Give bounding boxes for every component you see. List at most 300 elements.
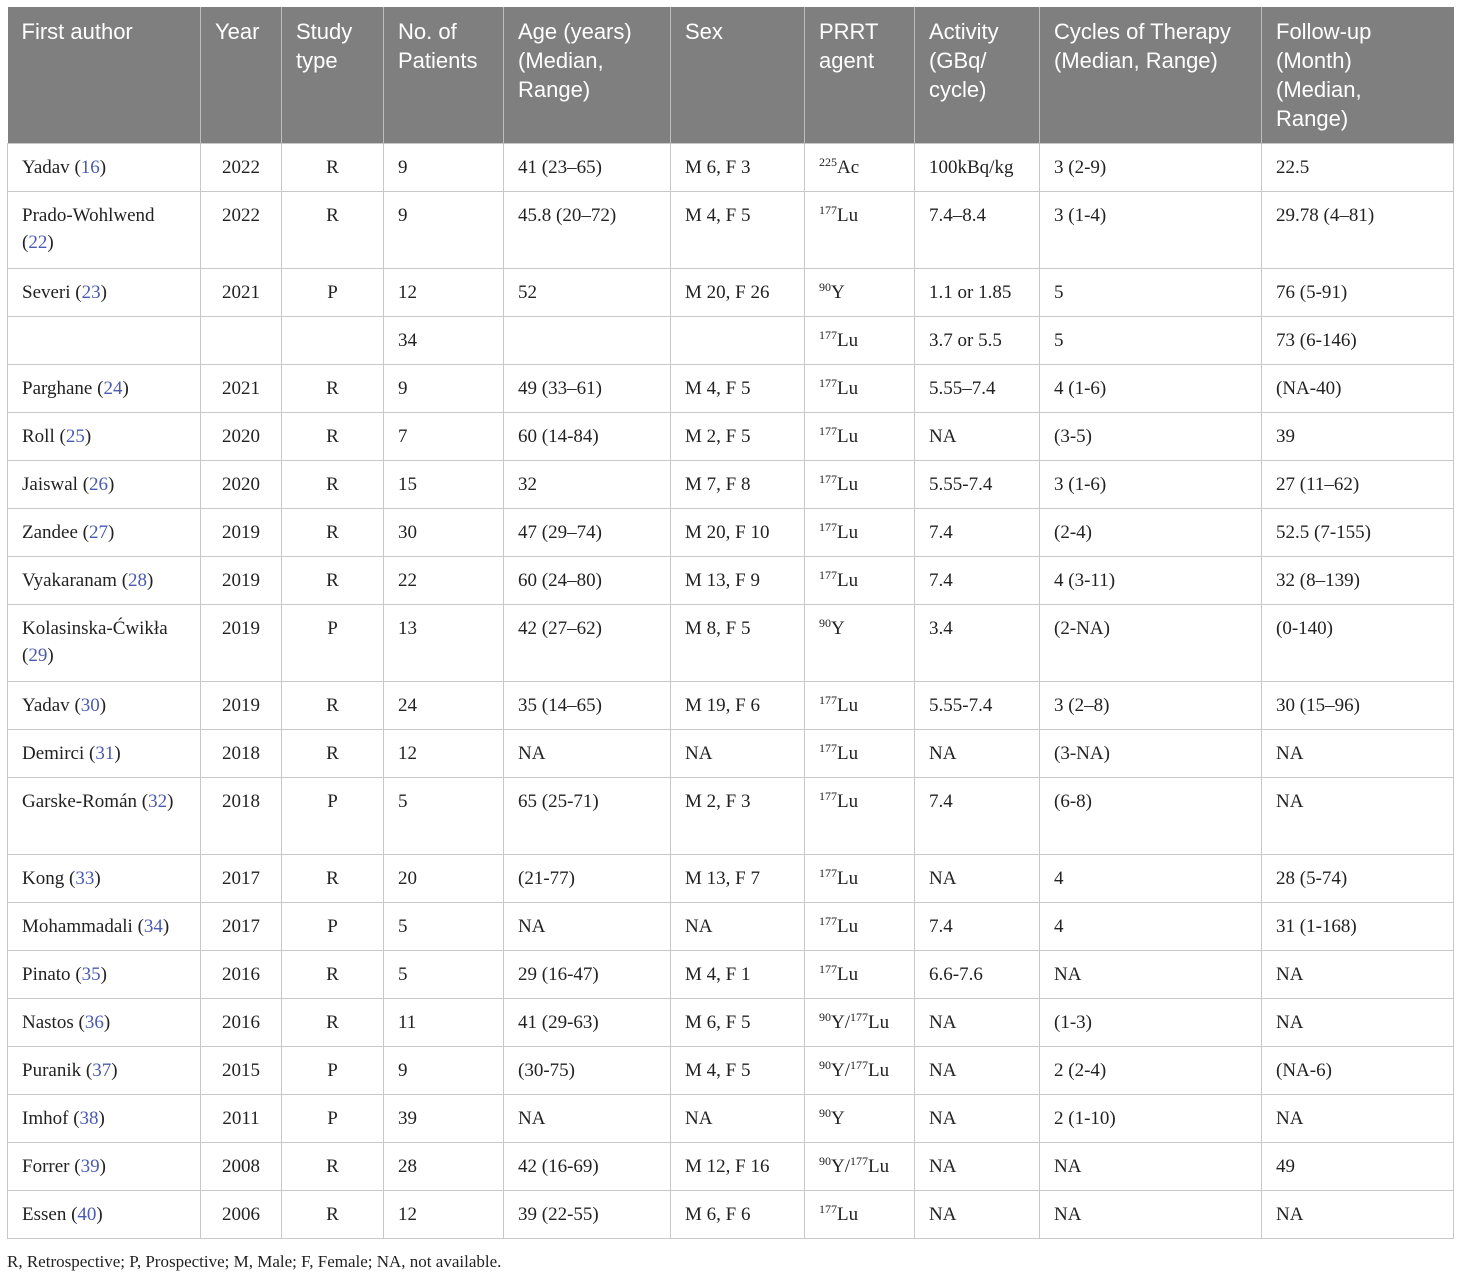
cell-year: 2017 <box>201 855 282 903</box>
isotope-mass-number: 177 <box>819 328 837 342</box>
isotope-mass-number: 90 <box>819 1106 831 1120</box>
header-follow-up: Follow-up (Month) (Median, Range) <box>1262 7 1454 144</box>
cell-follow-up: NA <box>1262 1095 1454 1143</box>
cell-cycles: 4 (1-6) <box>1040 365 1262 413</box>
author-name: Jaiswal <box>22 474 78 495</box>
cell-prrt-agent <box>805 730 915 778</box>
isotope-mass-number: 177 <box>819 693 837 707</box>
table-row <box>8 951 1454 999</box>
cell-cycles: (6-8) <box>1040 778 1262 855</box>
cell-follow-up: NA <box>1262 951 1454 999</box>
isotope-symbol: Y <box>831 1108 845 1129</box>
cell-sex: M 20, F 10 <box>671 509 805 557</box>
citation-link[interactable]: 32 <box>148 791 168 812</box>
cell-activity: 7.4 <box>915 778 1040 855</box>
cell-age: (21-77) <box>504 855 671 903</box>
isotope-symbol: Lu <box>837 378 859 399</box>
cell-sex: M 4, F 1 <box>671 951 805 999</box>
cell-sex <box>671 317 805 365</box>
isotope-mass-number: 177 <box>819 789 837 803</box>
cell-follow-up: 22.5 <box>1262 144 1454 192</box>
cell-no-of-patients: 12 <box>384 269 504 317</box>
cell-cycles: 3 (1-6) <box>1040 461 1262 509</box>
isotope-symbol: Lu <box>837 522 859 543</box>
cell-age: 52 <box>504 269 671 317</box>
cell-prrt-agent <box>805 682 915 730</box>
cell-age: 42 (27–62) <box>504 605 671 682</box>
cell-study-type: P <box>282 269 384 317</box>
cell-no-of-patients: 12 <box>384 730 504 778</box>
citation-link[interactable]: 33 <box>75 868 95 889</box>
cell-activity: 7.4–8.4 <box>915 192 1040 269</box>
cell-first-author: Puranik (37) <box>8 1047 201 1095</box>
isotope-symbol: Lu <box>837 205 859 226</box>
cell-year: 2020 <box>201 461 282 509</box>
cell-year: 2019 <box>201 682 282 730</box>
table-row <box>8 1095 1454 1143</box>
author-name: Yadav <box>22 157 70 178</box>
cell-age: 41 (23–65) <box>504 144 671 192</box>
cell-sex: M 4, F 5 <box>671 365 805 413</box>
cell-activity: 3.4 <box>915 605 1040 682</box>
cell-year: 2021 <box>201 269 282 317</box>
cell-cycles: 2 (2-4) <box>1040 1047 1262 1095</box>
cell-sex: M 20, F 26 <box>671 269 805 317</box>
table-row <box>8 509 1454 557</box>
isotope-mass-number: 177 <box>819 520 837 534</box>
cell-cycles: 3 (1-4) <box>1040 192 1262 269</box>
citation-link[interactable]: 38 <box>79 1108 99 1129</box>
cell-study-type: R <box>282 999 384 1047</box>
cell-activity: NA <box>915 1047 1040 1095</box>
cell-sex: NA <box>671 730 805 778</box>
cell-sex: M 7, F 8 <box>671 461 805 509</box>
table-row <box>8 605 1454 682</box>
cell-first-author: Roll (25) <box>8 413 201 461</box>
cell-sex: M 12, F 16 <box>671 1143 805 1191</box>
cell-sex: M 2, F 3 <box>671 778 805 855</box>
table-row <box>8 557 1454 605</box>
cell-activity: 100kBq/kg <box>915 144 1040 192</box>
isotope-mass-number: 177 <box>850 1010 868 1024</box>
cell-sex: M 2, F 5 <box>671 413 805 461</box>
citation-link[interactable]: 24 <box>103 378 123 399</box>
cell-follow-up: 30 (15–96) <box>1262 682 1454 730</box>
isotope-symbol: Y/ <box>831 1012 850 1033</box>
author-name: Mohammadali <box>22 916 133 937</box>
cell-year: 2019 <box>201 605 282 682</box>
citation-link[interactable]: 27 <box>88 522 108 543</box>
cell-activity: 5.55-7.4 <box>915 461 1040 509</box>
citation-link[interactable]: 26 <box>89 474 109 495</box>
cell-year: 2022 <box>201 144 282 192</box>
cell-follow-up: 73 (6-146) <box>1262 317 1454 365</box>
citation-link[interactable]: 22 <box>28 232 48 253</box>
cell-age: 60 (14-84) <box>504 413 671 461</box>
isotope-symbol: Lu <box>868 1156 890 1177</box>
cell-activity: 7.4 <box>915 557 1040 605</box>
isotope-symbol: Lu <box>837 695 859 716</box>
table-row <box>8 317 1454 365</box>
cell-no-of-patients: 20 <box>384 855 504 903</box>
cell-age: 39 (22-55) <box>504 1191 671 1239</box>
cell-cycles: NA <box>1040 1143 1262 1191</box>
table-row <box>8 730 1454 778</box>
header-prrt-agent: PRRT agent <box>805 7 915 144</box>
cell-no-of-patients: 13 <box>384 605 504 682</box>
cell-age: 32 <box>504 461 671 509</box>
citation-link[interactable]: 31 <box>95 743 115 764</box>
isotope-mass-number: 177 <box>819 1202 837 1216</box>
cell-follow-up: (0-140) <box>1262 605 1454 682</box>
citation-link[interactable]: 39 <box>80 1156 100 1177</box>
cell-study-type: R <box>282 730 384 778</box>
isotope-symbol: Lu <box>868 1060 890 1081</box>
cell-follow-up: 31 (1-168) <box>1262 903 1454 951</box>
cell-prrt-agent <box>805 605 915 682</box>
cell-age: 65 (25-71) <box>504 778 671 855</box>
cell-first-author: Vyakaranam (28) <box>8 557 201 605</box>
header-year: Year <box>201 7 282 144</box>
cell-follow-up: 39 <box>1262 413 1454 461</box>
cell-first-author: Kong (33) <box>8 855 201 903</box>
cell-no-of-patients: 9 <box>384 192 504 269</box>
cell-sex: M 6, F 3 <box>671 144 805 192</box>
cell-first-author: Essen (40) <box>8 1191 201 1239</box>
cell-age: NA <box>504 1095 671 1143</box>
isotope-symbol: Lu <box>837 791 859 812</box>
cell-activity: NA <box>915 1191 1040 1239</box>
cell-age: 47 (29–74) <box>504 509 671 557</box>
cell-no-of-patients: 30 <box>384 509 504 557</box>
author-name: Kong <box>22 868 65 889</box>
cell-year: 2018 <box>201 730 282 778</box>
isotope-mass-number: 177 <box>819 568 837 582</box>
header-row <box>8 7 1454 144</box>
citation-link[interactable]: 23 <box>81 282 101 303</box>
cell-year: 2020 <box>201 413 282 461</box>
cell-follow-up: NA <box>1262 999 1454 1047</box>
cell-cycles: 3 (2–8) <box>1040 682 1262 730</box>
cell-cycles: (3-5) <box>1040 413 1262 461</box>
cell-no-of-patients: 5 <box>384 778 504 855</box>
cell-year: 2006 <box>201 1191 282 1239</box>
citation-link[interactable]: 35 <box>81 964 101 985</box>
cell-sex: M 13, F 7 <box>671 855 805 903</box>
cell-year: 2019 <box>201 509 282 557</box>
cell-cycles: 2 (1-10) <box>1040 1095 1262 1143</box>
cell-prrt-agent <box>805 365 915 413</box>
cell-age <box>504 317 671 365</box>
cell-first-author: Garske-Román (32) <box>8 778 201 855</box>
cell-cycles: (2-4) <box>1040 509 1262 557</box>
citation-link[interactable]: 28 <box>128 570 148 591</box>
cell-activity: 7.4 <box>915 903 1040 951</box>
cell-study-type: R <box>282 144 384 192</box>
isotope-mass-number: 177 <box>850 1154 868 1168</box>
cell-year: 2015 <box>201 1047 282 1095</box>
cell-cycles: 4 <box>1040 855 1262 903</box>
author-name: Imhof <box>22 1108 69 1129</box>
cell-sex: M 6, F 6 <box>671 1191 805 1239</box>
cell-study-type: P <box>282 778 384 855</box>
author-name: Garske-Román <box>22 791 138 812</box>
cell-activity: 7.4 <box>915 509 1040 557</box>
cell-year: 2016 <box>201 999 282 1047</box>
cell-no-of-patients: 39 <box>384 1095 504 1143</box>
author-name: Demirci <box>22 743 85 764</box>
cell-study-type <box>282 317 384 365</box>
cell-cycles: 5 <box>1040 317 1262 365</box>
cell-no-of-patients: 15 <box>384 461 504 509</box>
table-row <box>8 365 1454 413</box>
citation-link[interactable]: 29 <box>28 645 48 666</box>
cell-year: 2018 <box>201 778 282 855</box>
isotope-symbol: Y <box>831 282 845 303</box>
author-name: Kolasinska-Ćwikła <box>22 618 168 639</box>
cell-no-of-patients: 7 <box>384 413 504 461</box>
cell-age: 60 (24–80) <box>504 557 671 605</box>
isotope-mass-number: 177 <box>819 376 837 390</box>
cell-cycles: 5 <box>1040 269 1262 317</box>
cell-follow-up: 76 (5-91) <box>1262 269 1454 317</box>
isotope-symbol: Lu <box>837 1204 859 1225</box>
table-row <box>8 1143 1454 1191</box>
cell-first-author: Nastos (36) <box>8 999 201 1047</box>
table-row <box>8 999 1454 1047</box>
cell-prrt-agent <box>805 413 915 461</box>
cell-study-type: R <box>282 855 384 903</box>
cell-activity: 5.55-7.4 <box>915 682 1040 730</box>
table-row <box>8 682 1454 730</box>
cell-age: (30-75) <box>504 1047 671 1095</box>
author-name: Pinato <box>22 964 71 985</box>
cell-prrt-agent <box>805 192 915 269</box>
citation-link[interactable]: 37 <box>92 1060 112 1081</box>
cell-age: 35 (14–65) <box>504 682 671 730</box>
cell-sex: M 4, F 5 <box>671 1047 805 1095</box>
cell-follow-up: (NA-6) <box>1262 1047 1454 1095</box>
cell-year: 2022 <box>201 192 282 269</box>
cell-study-type: R <box>282 461 384 509</box>
table-row <box>8 461 1454 509</box>
isotope-symbol: Lu <box>837 330 859 351</box>
isotope-mass-number: 90 <box>819 1058 831 1072</box>
cell-no-of-patients: 24 <box>384 682 504 730</box>
author-name: Nastos <box>22 1012 74 1033</box>
studies-table-container <box>7 7 1453 1239</box>
header-age: Age (years) (Median, Range) <box>504 7 671 144</box>
cell-first-author: Zandee (27) <box>8 509 201 557</box>
cell-cycles: NA <box>1040 1191 1262 1239</box>
cell-prrt-agent <box>805 144 915 192</box>
isotope-mass-number: 177 <box>819 424 837 438</box>
cell-year: 2019 <box>201 557 282 605</box>
header-cycles: Cycles of Therapy (Median, Range) <box>1040 7 1262 144</box>
cell-prrt-agent <box>805 951 915 999</box>
cell-study-type: R <box>282 365 384 413</box>
table-body <box>8 144 1454 1239</box>
cell-first-author: Demirci (31) <box>8 730 201 778</box>
cell-prrt-agent <box>805 461 915 509</box>
author-name: Essen <box>22 1204 67 1225</box>
cell-year: 2021 <box>201 365 282 413</box>
cell-first-author <box>8 317 201 365</box>
author-name: Vyakaranam <box>22 570 117 591</box>
isotope-mass-number: 90 <box>819 1154 831 1168</box>
cell-first-author: Kolasinska-Ćwikła (29) <box>8 605 201 682</box>
isotope-symbol: Lu <box>837 570 859 591</box>
cell-first-author: Mohammadali (34) <box>8 903 201 951</box>
cell-prrt-agent <box>805 1191 915 1239</box>
isotope-mass-number: 177 <box>850 1058 868 1072</box>
cell-prrt-agent <box>805 999 915 1047</box>
author-name: Forrer <box>22 1156 70 1177</box>
cell-follow-up: 29.78 (4–81) <box>1262 192 1454 269</box>
cell-study-type: R <box>282 1191 384 1239</box>
cell-follow-up: NA <box>1262 1191 1454 1239</box>
cell-follow-up: 49 <box>1262 1143 1454 1191</box>
cell-activity: NA <box>915 413 1040 461</box>
author-name: Yadav <box>22 695 70 716</box>
cell-cycles: (3-NA) <box>1040 730 1262 778</box>
table-row <box>8 1191 1454 1239</box>
table-footnote: R, Retrospective; P, Prospective; M, Male; F, Female; NA, not available. <box>7 1252 502 1271</box>
author-name: Roll <box>22 426 55 447</box>
header-study-type: Study type <box>282 7 384 144</box>
header-activity: Activity (GBq/ cycle) <box>915 7 1040 144</box>
cell-year: 2011 <box>201 1095 282 1143</box>
cell-prrt-agent <box>805 1095 915 1143</box>
cell-study-type: R <box>282 192 384 269</box>
cell-follow-up: NA <box>1262 730 1454 778</box>
table-row <box>8 413 1454 461</box>
cell-cycles: NA <box>1040 951 1262 999</box>
cell-year <box>201 317 282 365</box>
cell-sex: NA <box>671 1095 805 1143</box>
cell-no-of-patients: 9 <box>384 144 504 192</box>
cell-first-author: Pinato (35) <box>8 951 201 999</box>
isotope-mass-number: 177 <box>819 472 837 486</box>
isotope-symbol: Lu <box>837 916 859 937</box>
cell-cycles: 3 (2-9) <box>1040 144 1262 192</box>
isotope-symbol: Y/ <box>831 1156 850 1177</box>
citation-link[interactable]: 16 <box>80 157 100 178</box>
citation-link[interactable]: 34 <box>143 916 163 937</box>
author-name: Puranik <box>22 1060 82 1081</box>
header-sex: Sex <box>671 7 805 144</box>
cell-follow-up: 27 (11–62) <box>1262 461 1454 509</box>
cell-no-of-patients: 34 <box>384 317 504 365</box>
cell-study-type: R <box>282 413 384 461</box>
cell-study-type: R <box>282 951 384 999</box>
table-row <box>8 855 1454 903</box>
cell-study-type: R <box>282 682 384 730</box>
isotope-symbol: Y <box>831 618 845 639</box>
isotope-symbol: Ac <box>837 157 860 178</box>
header-no-of-patients: No. of Patients <box>384 7 504 144</box>
cell-prrt-agent <box>805 557 915 605</box>
isotope-mass-number: 177 <box>819 866 837 880</box>
cell-prrt-agent <box>805 269 915 317</box>
cell-prrt-agent <box>805 855 915 903</box>
cell-sex: NA <box>671 903 805 951</box>
table-row <box>8 269 1454 317</box>
cell-follow-up: 28 (5-74) <box>1262 855 1454 903</box>
cell-activity: NA <box>915 1143 1040 1191</box>
table-row <box>8 144 1454 192</box>
cell-sex: M 13, F 9 <box>671 557 805 605</box>
cell-sex: M 4, F 5 <box>671 192 805 269</box>
citation-link[interactable]: 40 <box>77 1204 97 1225</box>
cell-cycles: (1-3) <box>1040 999 1262 1047</box>
cell-sex: M 8, F 5 <box>671 605 805 682</box>
cell-age: NA <box>504 903 671 951</box>
cell-study-type: P <box>282 605 384 682</box>
citation-link[interactable]: 36 <box>84 1012 104 1033</box>
cell-activity: 3.7 or 5.5 <box>915 317 1040 365</box>
cell-first-author: Jaiswal (26) <box>8 461 201 509</box>
studies-table <box>7 7 1454 1239</box>
cell-year: 2017 <box>201 903 282 951</box>
cell-age: 42 (16-69) <box>504 1143 671 1191</box>
cell-study-type: R <box>282 1143 384 1191</box>
cell-sex: M 6, F 5 <box>671 999 805 1047</box>
cell-prrt-agent <box>805 1047 915 1095</box>
isotope-symbol: Lu <box>837 868 859 889</box>
cell-age: 41 (29-63) <box>504 999 671 1047</box>
isotope-symbol: Lu <box>837 743 859 764</box>
author-name: Parghane <box>22 378 93 399</box>
isotope-symbol: Y/ <box>831 1060 850 1081</box>
cell-sex: M 19, F 6 <box>671 682 805 730</box>
isotope-mass-number: 90 <box>819 616 831 630</box>
cell-no-of-patients: 28 <box>384 1143 504 1191</box>
cell-prrt-agent <box>805 1143 915 1191</box>
citation-link[interactable]: 30 <box>80 695 100 716</box>
cell-first-author: Imhof (38) <box>8 1095 201 1143</box>
cell-prrt-agent <box>805 317 915 365</box>
cell-age: 49 (33–61) <box>504 365 671 413</box>
cell-age: 29 (16-47) <box>504 951 671 999</box>
citation-link[interactable]: 25 <box>65 426 85 447</box>
cell-follow-up: NA <box>1262 778 1454 855</box>
table-row <box>8 778 1454 855</box>
cell-no-of-patients: 5 <box>384 903 504 951</box>
cell-first-author: Yadav (30) <box>8 682 201 730</box>
cell-study-type: R <box>282 557 384 605</box>
cell-first-author: Forrer (39) <box>8 1143 201 1191</box>
author-name: Severi <box>22 282 71 303</box>
cell-no-of-patients: 9 <box>384 1047 504 1095</box>
cell-prrt-agent <box>805 903 915 951</box>
table-row <box>8 192 1454 269</box>
cell-first-author: Severi (23) <box>8 269 201 317</box>
cell-activity: NA <box>915 730 1040 778</box>
isotope-mass-number: 90 <box>819 1010 831 1024</box>
cell-study-type: R <box>282 509 384 557</box>
isotope-mass-number: 177 <box>819 914 837 928</box>
cell-no-of-patients: 11 <box>384 999 504 1047</box>
header-first-author: First author <box>8 7 201 144</box>
cell-no-of-patients: 22 <box>384 557 504 605</box>
cell-first-author: Yadav (16) <box>8 144 201 192</box>
cell-activity: 6.6-7.6 <box>915 951 1040 999</box>
cell-cycles: 4 (3-11) <box>1040 557 1262 605</box>
cell-first-author: Parghane (24) <box>8 365 201 413</box>
cell-no-of-patients: 12 <box>384 1191 504 1239</box>
cell-cycles: (2-NA) <box>1040 605 1262 682</box>
